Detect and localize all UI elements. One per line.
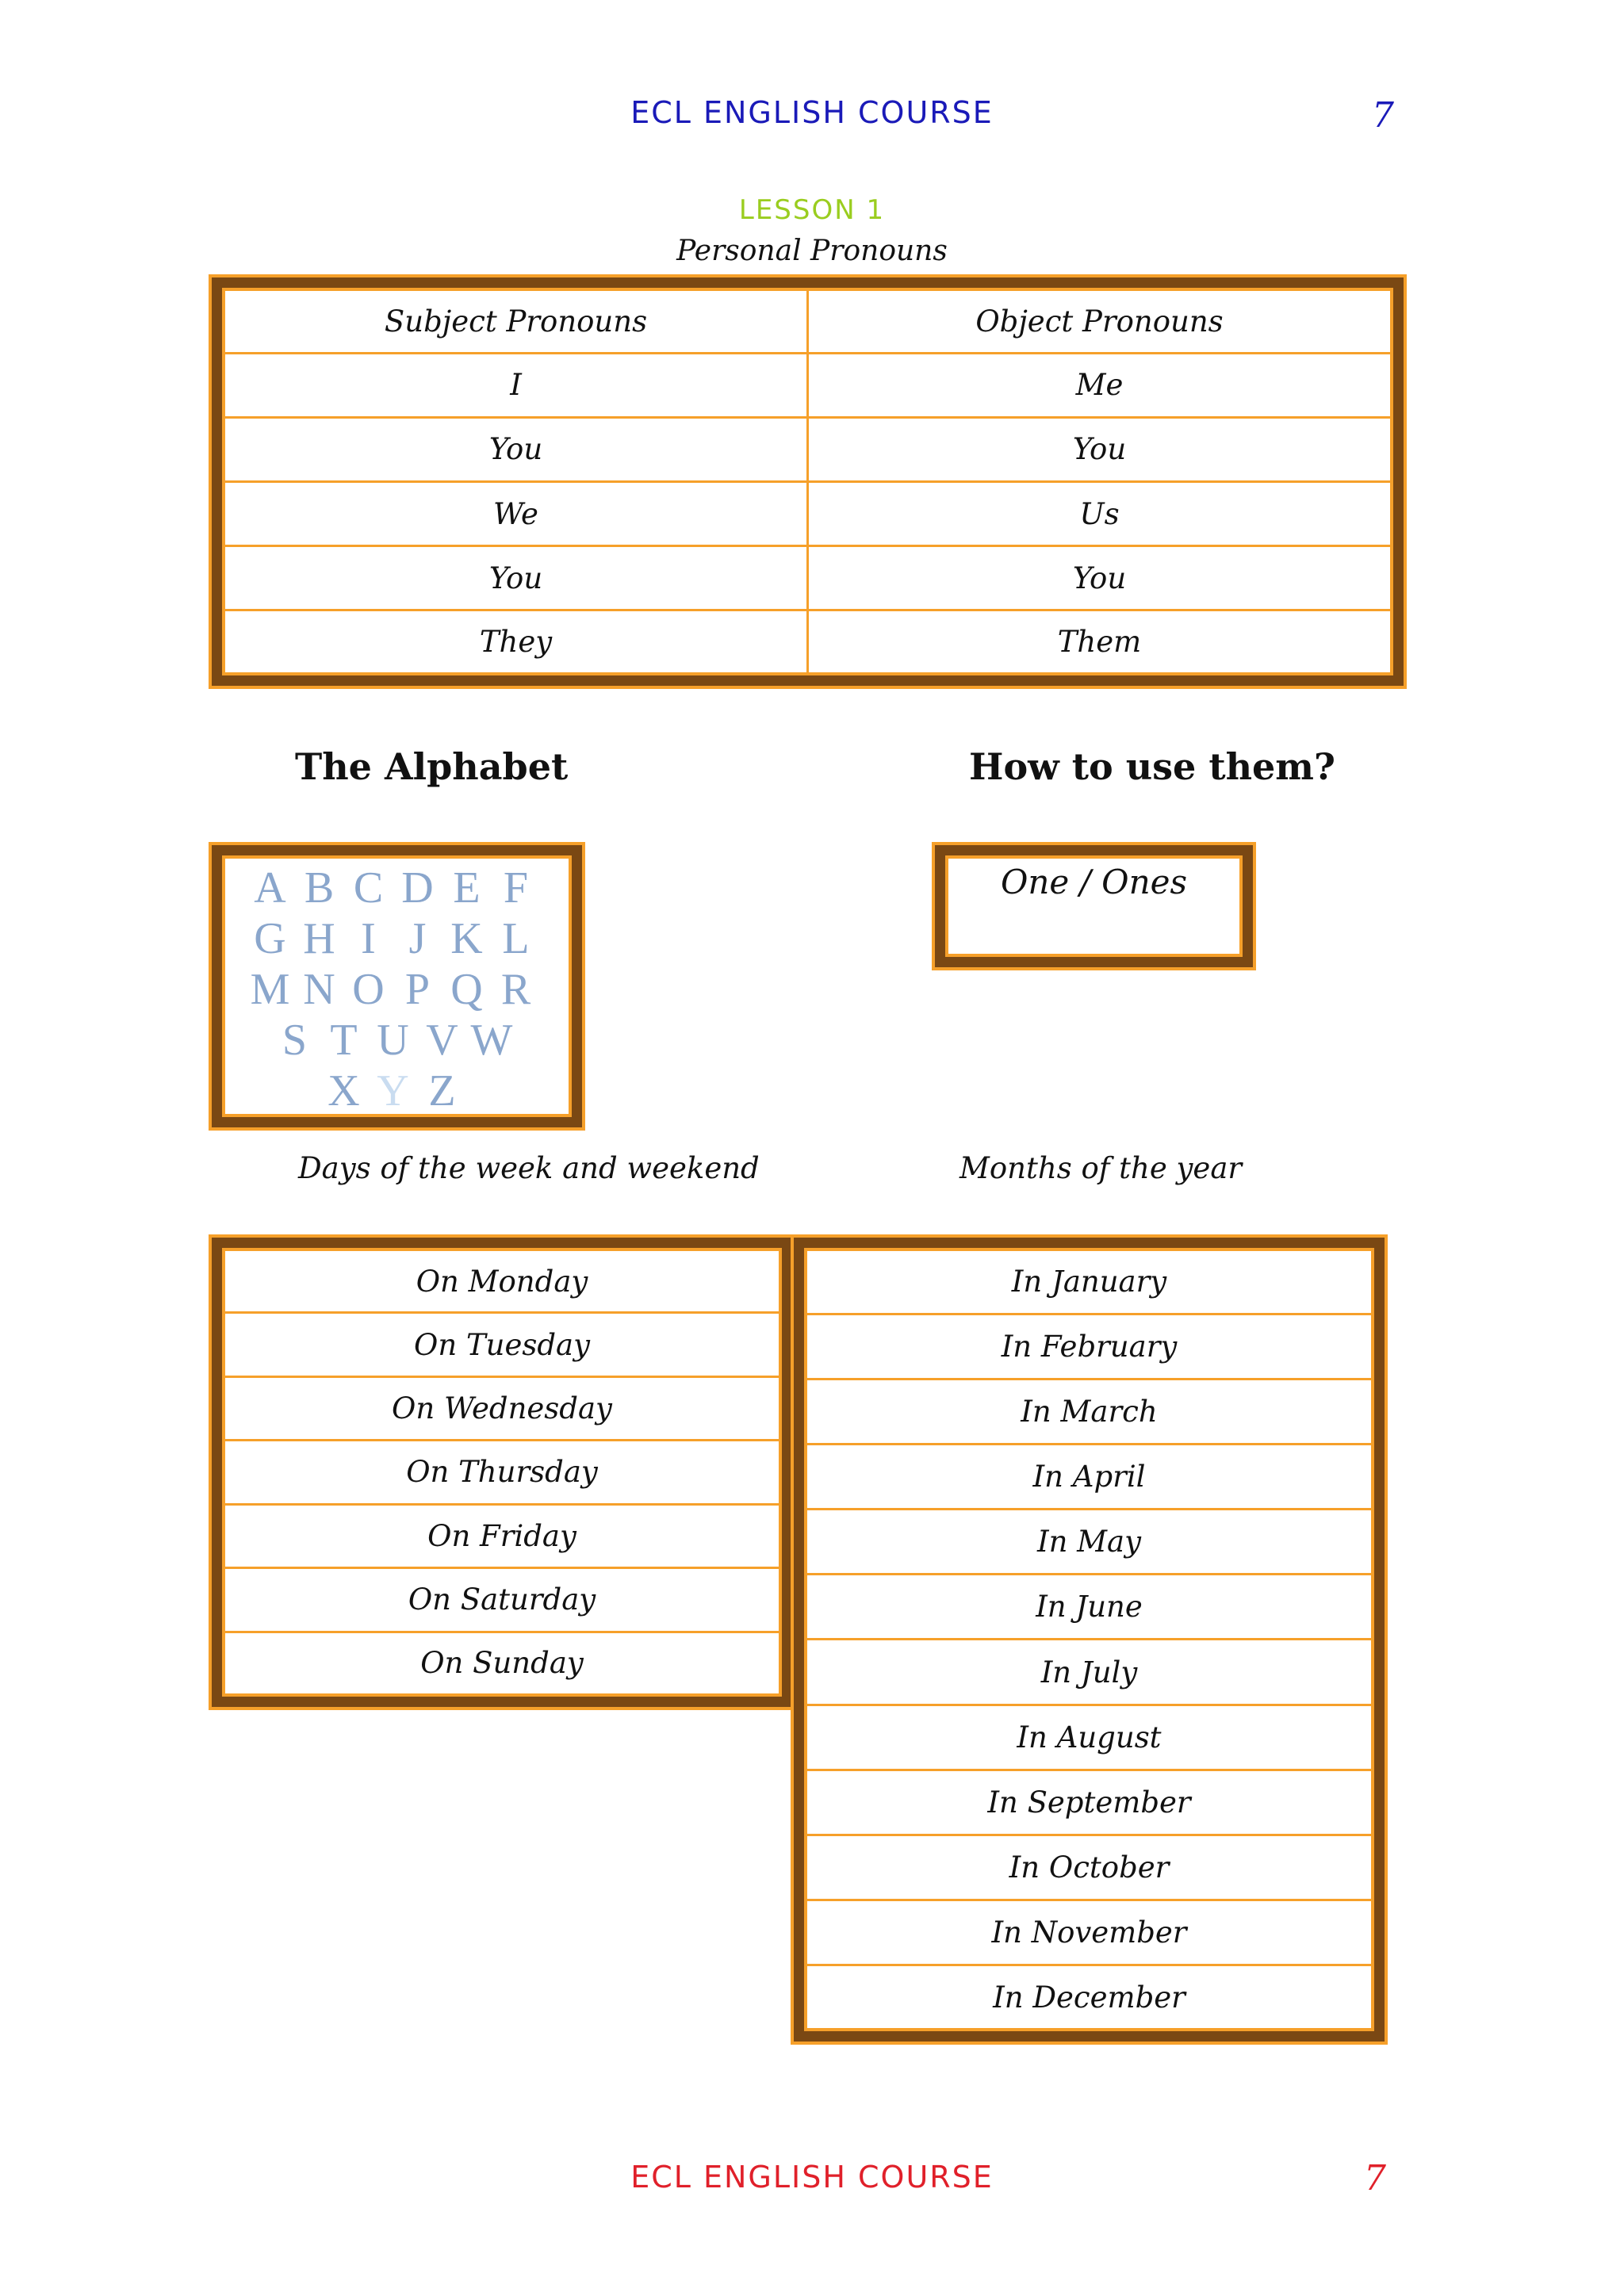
table-row [225,1376,779,1440]
header-title: ECL ENGLISH COURSE [630,95,994,130]
month-cell: In May [807,1510,1371,1575]
alphabet-letter: M [250,965,298,1014]
header-page-number: 7 [1372,95,1394,136]
alphabet-heading: The Alphabet [295,745,569,788]
table-row [225,417,1390,481]
days-caption: Days of the week and weekend [298,1151,760,1185]
alphabet-letter: D [401,863,442,913]
pronouns-table [209,274,1407,689]
table-row [225,353,1390,417]
footer-title: ECL ENGLISH COURSE [630,2160,994,2195]
subject-pronoun-cell: I [225,353,808,417]
month-cell: In March [807,1380,1371,1445]
month-cell: In July [807,1640,1371,1705]
subject-pronoun-cell: You [225,417,808,481]
object-pronoun-cell: Us [808,481,1391,545]
month-cell: In June [807,1575,1371,1640]
table-row [807,1900,1371,1965]
alphabet-letter: F [503,863,537,913]
day-cell: On Friday [225,1504,779,1567]
subject-pronoun-cell: You [225,546,808,610]
one-ones-text: One / Ones [1000,863,1188,901]
month-cell: In April [807,1445,1371,1510]
month-cell: In January [807,1251,1371,1314]
day-cell: On Monday [225,1251,779,1313]
day-cell: On Thursday [225,1441,779,1504]
alphabet-letter: Z [428,1066,464,1115]
table-row [225,481,1390,545]
table-row [225,1632,779,1693]
month-cell: In October [807,1835,1371,1900]
day-cell: On Saturday [225,1568,779,1632]
footer-page-number: 7 [1364,2158,1386,2198]
alphabet-letter: I [361,914,384,963]
table-row [225,610,1390,672]
pronouns-title: Personal Pronouns [676,235,948,267]
month-cell: In November [807,1900,1371,1965]
table-row [225,546,1390,610]
alphabet-letter: G [254,914,294,963]
alphabet-letters [212,845,582,1116]
alphabet-letter: R [500,965,539,1014]
months-caption: Months of the year [959,1151,1243,1185]
object-pronoun-cell: You [808,417,1391,481]
alphabet-letter: V [426,1016,466,1065]
table-row [225,1504,779,1567]
table-row [807,1314,1371,1379]
table-row [807,1380,1371,1445]
months-grid [807,1251,1371,2028]
column-header: Object Pronouns [808,291,1391,353]
days-table [209,1234,795,1710]
month-cell: In December [993,1980,1185,2015]
table-header-row [225,291,1390,353]
table-row [807,1445,1371,1510]
day-cell: On Wednesday [225,1376,779,1440]
months-table [791,1234,1388,2045]
object-pronoun-cell: Them [808,610,1391,672]
alphabet-letter: B [304,863,343,913]
days-grid [225,1251,779,1693]
alphabet-letter: L [502,914,538,963]
alphabet-row [212,1066,582,1116]
alphabet-letter: N [303,965,343,1014]
table-row [807,1770,1371,1835]
table-row [807,1835,1371,1900]
alphabet-letter: S [282,1016,316,1065]
alphabet-row [212,964,582,1015]
month-cell: In September [807,1770,1371,1835]
alphabet-letter: T [330,1016,366,1065]
alphabet-row [212,1015,582,1066]
alphabet-letter: O [352,965,393,1014]
month-cell: In August [807,1705,1371,1770]
table-row [807,1510,1371,1575]
alphabet-letter: C [353,863,392,913]
one-ones-box [932,842,1256,970]
alphabet-row [212,913,582,964]
table-row [807,1575,1371,1640]
day-cell: On Sunday [420,1646,584,1681]
day-cell: On Tuesday [225,1313,779,1376]
table-row [225,1441,779,1504]
table-row [807,1965,1371,2028]
alphabet-letter: A [254,863,294,913]
object-pronoun-cell: You [808,546,1391,610]
alphabet-letter: P [404,965,439,1014]
column-header: Subject Pronouns [225,291,808,353]
how-to-use-heading: How to use them? [969,745,1335,788]
table-row [225,1251,779,1313]
table-row [225,1568,779,1632]
subject-pronoun-cell: We [225,481,808,545]
month-cell: In February [807,1314,1371,1379]
alphabet-letter: K [450,914,491,963]
object-pronoun-cell: Me [808,353,1391,417]
table-row [807,1705,1371,1770]
alphabet-box [209,842,585,1131]
alphabet-letter: E [453,863,488,913]
pronouns-grid [225,291,1390,672]
alphabet-letter: W [470,1016,521,1065]
lesson-label: LESSON 1 [738,194,886,226]
alphabet-letter: J [408,914,435,963]
alphabet-row [212,863,582,913]
alphabet-letter: H [303,914,343,963]
alphabet-letter: U [377,1016,417,1065]
subject-pronoun-cell: They [479,625,553,660]
alphabet-letter: Y [377,1066,417,1115]
table-row [807,1251,1371,1314]
table-row [807,1640,1371,1705]
alphabet-letter: Q [450,965,491,1014]
alphabet-letter: X [327,1066,368,1115]
table-row [225,1313,779,1376]
